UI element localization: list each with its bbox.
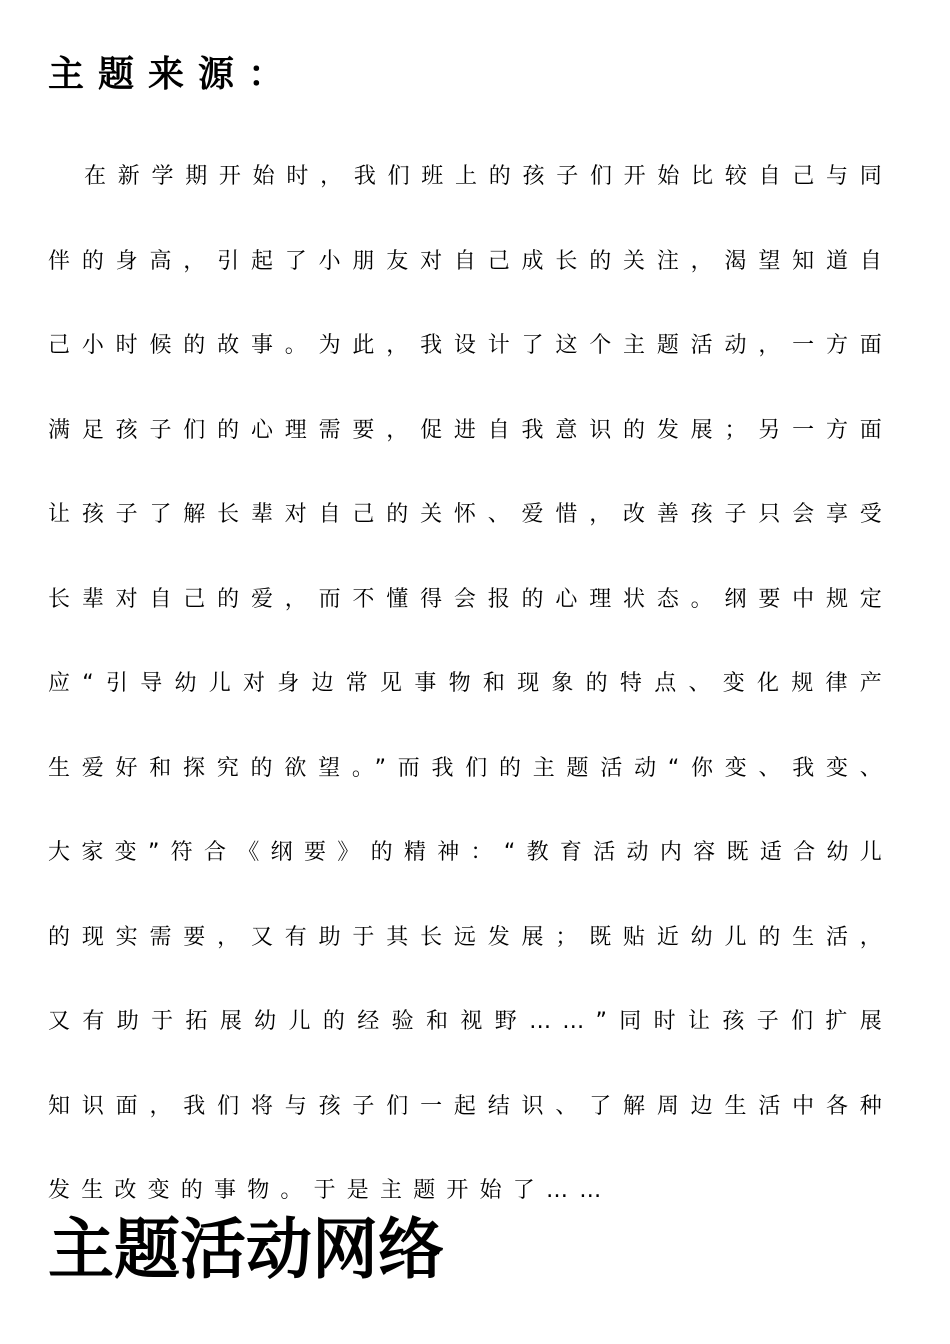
body-paragraph: 在新学期开始时，我们班上的孩子们开始比较自己与同伴的身高，引起了小朋友对自己成长的关注，渴望知道自己小时候的故事。为此，我设计了这个主题活动，一方面满足孩子们的心理需要，促进自我意识的发展；另一方面让孩子了解长辈对自己的关怀、爱惜，改善孩子只会享受长辈对自己的爱，而不懂得会报的心理状态。纲要中规定应“引导幼儿对身边常见事物和现象的特点、变化规律产生爱好和探究的欲望。”而我们的主题活动“你变、我变、大家变”符合《纲要》的精神：“教育活动内容既适合幼儿的现实需要，又有助于其长远发展；既贴近幼儿的生活，又有助于拓展幼儿的经验和视野……”同时让孩子们扩展知识面，我们将与孩子们一起结识、了解周边生活中各种发生改变的事物。于是主题开始了…… (48, 164, 893, 1203)
section-heading: 主题来源： (48, 54, 299, 95)
big-heading: 主题活动网络 (48, 1211, 444, 1288)
